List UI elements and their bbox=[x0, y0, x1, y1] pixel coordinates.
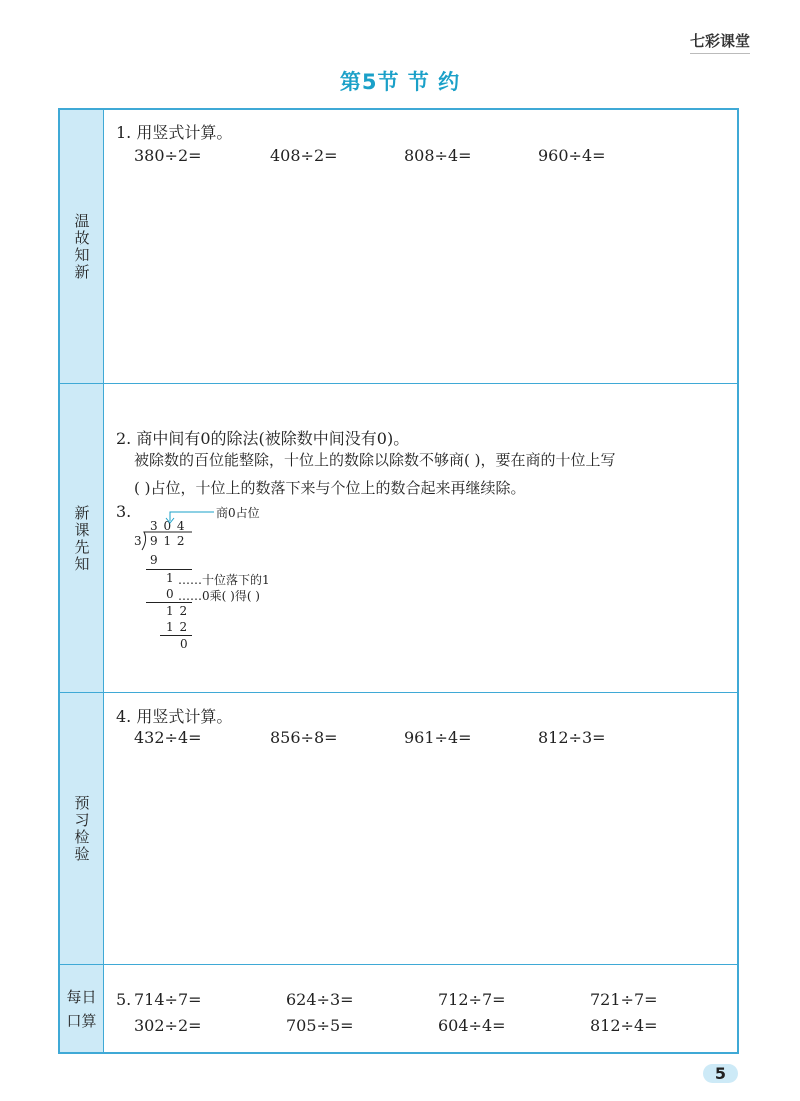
q1-item: 380÷2= bbox=[134, 146, 202, 165]
q5-item: 712÷7= bbox=[438, 990, 506, 1009]
q3-step: 0 bbox=[180, 637, 188, 651]
q5-item: 721÷7= bbox=[590, 990, 658, 1009]
divider bbox=[60, 383, 737, 384]
q3-step: 1 bbox=[166, 571, 174, 585]
q3-step: 0 bbox=[166, 587, 174, 601]
side-label-daily bbox=[60, 965, 104, 1052]
q1-item: 408÷2= bbox=[270, 146, 338, 165]
new-label: 新课先知 bbox=[72, 504, 91, 573]
brand-logo: 七彩课堂 bbox=[690, 30, 750, 54]
q2-text bbox=[134, 446, 734, 502]
q3-quotient: 3 0 4 bbox=[150, 519, 186, 533]
check-label: 预习检验 bbox=[72, 795, 91, 863]
q2-prompt: 2. 商中间有0的除法(被除数中间没有0)。 bbox=[116, 429, 410, 448]
review-label: 温故知新 bbox=[72, 213, 91, 281]
q3-step: 1 2 bbox=[166, 604, 189, 618]
q3-note: ……0乘( )得( ) bbox=[178, 589, 260, 603]
q4-item: 432÷4= bbox=[134, 728, 202, 747]
arrow-icon bbox=[160, 508, 216, 524]
side-label-check bbox=[60, 693, 104, 965]
daily-label-1: 每日 bbox=[66, 987, 97, 1006]
q5-item: 302÷2= bbox=[134, 1016, 202, 1035]
q5-item: 714÷7= bbox=[134, 990, 202, 1009]
divider bbox=[60, 692, 737, 693]
page-title: 第5节 节 约 bbox=[339, 70, 461, 94]
q2-line-1: 被除数的百位能整除，十位上的数除以除数不够商( )，要在商的十位上写 bbox=[134, 451, 616, 469]
rule bbox=[146, 569, 192, 570]
rule bbox=[160, 635, 192, 636]
q1-item: 808÷4= bbox=[404, 146, 472, 165]
page-number: 5 bbox=[703, 1064, 738, 1083]
q5-label: 5. bbox=[116, 990, 132, 1009]
divider bbox=[60, 964, 737, 965]
worksheet-frame bbox=[58, 108, 739, 1054]
q2-line-2: ( )占位，十位上的数落下来与个位上的数合起来再继续除。 bbox=[134, 479, 526, 497]
daily-label-2: 口算 bbox=[66, 1011, 97, 1030]
q5-item: 812÷4= bbox=[590, 1016, 658, 1035]
q4-item: 961÷4= bbox=[404, 728, 472, 747]
q1-item: 960÷4= bbox=[538, 146, 606, 165]
side-label-review bbox=[60, 110, 104, 384]
q3-step: 9 bbox=[150, 553, 158, 567]
q1-prompt: 1. 用竖式计算。 bbox=[116, 123, 233, 142]
q3-note: ……十位落下的1 bbox=[178, 573, 270, 587]
q3-dividend: 9 1 2 bbox=[150, 534, 186, 548]
q3-step: 1 2 bbox=[166, 620, 189, 634]
q4-prompt: 4. 用竖式计算。 bbox=[116, 707, 233, 726]
q5-item: 604÷4= bbox=[438, 1016, 506, 1035]
q4-item: 856÷8= bbox=[270, 728, 338, 747]
q5-item: 705÷5= bbox=[286, 1016, 354, 1035]
q3-divisor: 3 bbox=[134, 534, 142, 548]
q3-note: 商0占位 bbox=[216, 506, 260, 520]
q4-item: 812÷3= bbox=[538, 728, 606, 747]
side-label-new bbox=[60, 384, 104, 693]
q3-label: 3. bbox=[116, 502, 132, 521]
q5-item: 624÷3= bbox=[286, 990, 354, 1009]
